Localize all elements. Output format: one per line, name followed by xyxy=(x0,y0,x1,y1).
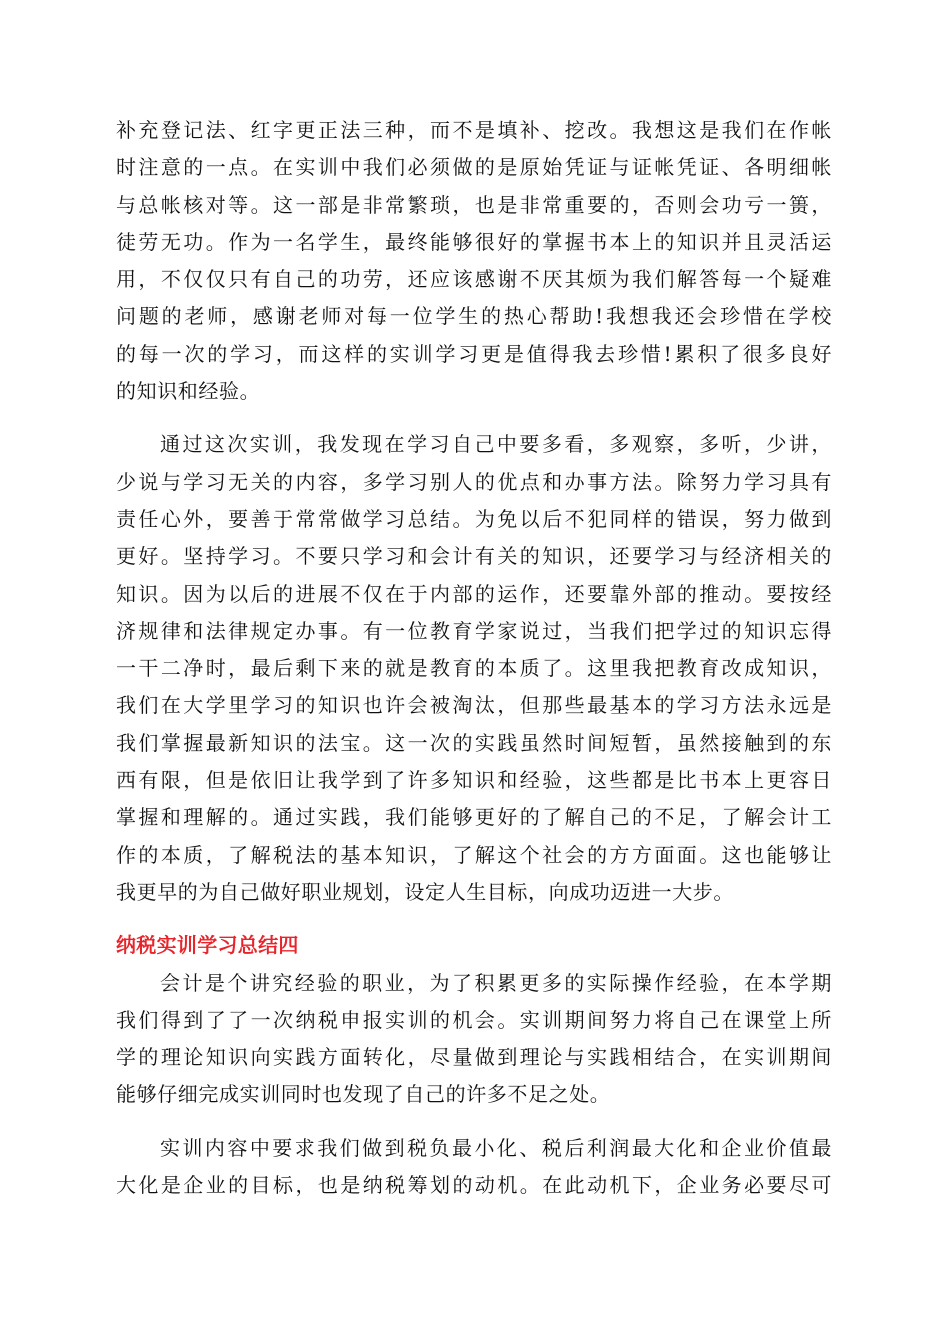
text-line: 大化是企业的目标，也是纳税筹划的动机。在此动机下，企业务必要尽可 xyxy=(116,1173,832,1198)
paragraph-1 xyxy=(116,112,832,410)
text-line: 少说与学习无关的内容，多学习别人的优点和办事方法。除努力学习具有 xyxy=(116,469,832,494)
paragraph-2 xyxy=(116,426,832,911)
section-heading: 纳税实训学习总结四 xyxy=(116,933,299,958)
text-line: 问题的老师，感谢老师对每一位学生的热心帮助!我想我还会珍惜在学校 xyxy=(116,304,832,329)
text-line: 作的本质，了解税法的基本知识，了解这个社会的方方面面。这也能够让 xyxy=(116,842,832,867)
text-line: 会计是个讲究经验的职业，为了积累更多的实际操作经验，在本学期 xyxy=(160,970,832,995)
text-line: 用，不仅仅只有自己的功劳，还应该感谢不厌其烦为我们解答每一个疑难 xyxy=(116,267,832,292)
paragraph-4 xyxy=(116,1130,832,1205)
text-line: 掌握和理解的。通过实践，我们能够更好的了解自己的不足，了解会计工 xyxy=(116,805,832,830)
paragraph-spacer xyxy=(116,410,832,426)
text-line: 我们掌握最新知识的法宝。这一次的实践虽然时间短暂，虽然接触到的东 xyxy=(116,730,832,755)
text-line: 的每一次的学习，而这样的实训学习更是值得我去珍惜!累积了很多良好 xyxy=(116,341,832,366)
text-line: 实训内容中要求我们做到税负最小化、税后利润最大化和企业价值最 xyxy=(160,1135,832,1160)
paragraph-spacer xyxy=(116,911,832,927)
text-line: 责任心外，要善于常常做学习总结。为免以后不犯同样的错误，努力做到 xyxy=(116,506,832,531)
text-line: 我更早的为自己做好职业规划，设定人生目标，向成功迈进一大步。 xyxy=(116,879,734,904)
text-line: 学的理论知识向实践方面转化，尽量做到理论与实践相结合，在实训期间 xyxy=(116,1045,832,1070)
text-line: 徒劳无功。作为一名学生，最终能够很好的掌握书本上的知识并且灵活运 xyxy=(116,229,832,254)
text-line: 济规律和法律规定办事。有一位教育学家说过，当我们把学过的知识忘得 xyxy=(116,618,832,643)
text-line: 我们在大学里学习的知识也许会被淘汰，但那些最基本的学习方法永远是 xyxy=(116,693,832,718)
text-line: 西有限，但是依旧让我学到了许多知识和经验，这些都是比书本上更容日 xyxy=(116,768,832,793)
text-line: 知识。因为以后的进展不仅在于内部的运作，还要靠外部的推动。要按经 xyxy=(116,581,832,606)
text-line: 更好。坚持学习。不要只学习和会计有关的知识，还要学习与经济相关的 xyxy=(116,544,832,569)
text-line: 补充登记法、红字更正法三种，而不是填补、挖改。我想这是我们在作帐 xyxy=(116,118,832,142)
text-line: 一干二净时，最后剩下来的就是教育的本质了。这里我把教育改成知识， xyxy=(116,656,832,681)
text-line: 通过这次实训，我发现在学习自己中要多看，多观察，多听，少讲， xyxy=(160,432,832,457)
paragraph-3 xyxy=(116,965,832,1114)
paragraph-spacer xyxy=(116,1114,832,1130)
document-body xyxy=(116,112,832,1204)
text-line: 的知识和经验。 xyxy=(116,379,261,404)
text-line: 能够仔细完成实训同时也发现了自己的许多不足之处。 xyxy=(116,1082,611,1107)
text-line: 时注意的一点。在实训中我们必须做的是原始凭证与证帐凭证、各明细帐 xyxy=(116,155,832,180)
text-line: 我们得到了了一次纳税申报实训的机会。实训期间努力将自己在课堂上所 xyxy=(116,1007,832,1032)
text-line: 与总帐核对等。这一部是非常繁琐，也是非常重要的，否则会功亏一篑， xyxy=(116,192,832,217)
